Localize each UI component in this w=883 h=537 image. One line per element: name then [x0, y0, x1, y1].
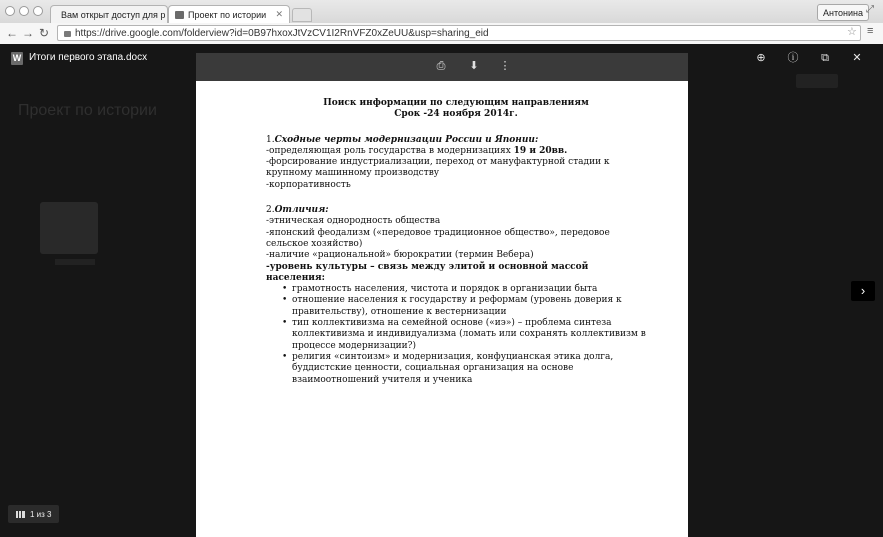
close-icon[interactable]: ✕	[852, 52, 862, 64]
fullscreen-icon[interactable]: ⤢	[866, 4, 874, 15]
section-1-line-bold: 19 и 20вв.	[513, 145, 568, 156]
section-1-title-text: Сходные черты модернизации России и Японии:	[274, 134, 539, 145]
bookmark-star-icon[interactable]: ☆	[847, 26, 857, 38]
browser-tab-gmail[interactable]	[50, 5, 168, 23]
folder-thumbnail-label	[55, 259, 95, 265]
download-icon[interactable]: ⬇	[469, 60, 479, 72]
grid-icon	[16, 511, 25, 518]
window-minimize-button[interactable]	[19, 6, 29, 16]
document-content	[266, 98, 646, 386]
section-2-title-text: Отличия:	[274, 205, 329, 216]
lock-icon	[64, 31, 71, 37]
section-1-line	[266, 146, 646, 157]
list-item: • грамотность населения, чистота и порядок в организации быта	[292, 284, 646, 295]
list-item: • религия «синтоизм» и модернизация, конфуцианская этика долга, буддистские ценности, социальная организация на основе взаимоотношений учителя и ученика	[292, 352, 646, 386]
browser-toolbar	[0, 23, 883, 45]
section-1-line-text: -определяющая роль государства в модернизациях	[266, 145, 514, 156]
section-2-line: -этническая однородность общества	[266, 216, 441, 227]
doc-deadline: Срок -24 ноября 2014г.	[394, 109, 518, 120]
browser-tab-bar	[0, 0, 883, 24]
url-text: https://drive.google.com/folderview?id=0B97hxoxJtVzCV1I2RnVFZ0xZeUU&usp=sharing_eid	[75, 27, 489, 39]
word-doc-icon: W	[12, 53, 22, 63]
section-2-title	[266, 205, 646, 216]
window-zoom-button[interactable]	[33, 6, 43, 16]
info-icon[interactable]: ⓘ	[787, 52, 799, 64]
list-item: • тип коллективизма на семейной основе («иэ») – проблема синтеза коллективизма и индивидуализма (ломать или сохранять коллективизм в процессе модернизации?)	[292, 318, 646, 352]
page-toolbar	[196, 53, 688, 81]
background-button	[796, 74, 838, 88]
drive-file-viewer	[0, 44, 883, 537]
back-icon[interactable]: ←	[6, 26, 18, 40]
next-file-button[interactable]	[851, 281, 875, 301]
window-close-button[interactable]	[5, 6, 15, 16]
document-page	[196, 53, 688, 537]
bullet-list	[266, 284, 646, 386]
section-2-line: -японский феодализм («передовое традиционное общество», передовое сельское хозяйство)	[266, 227, 610, 249]
doc-heading: Поиск информации по следующим направлениям	[323, 98, 589, 108]
print-icon[interactable]: ⎙	[436, 60, 446, 72]
drive-folder-icon	[175, 11, 184, 19]
next-icon: ›	[860, 283, 866, 298]
section-2-line: -наличие «рациональной» бюрократии (термин Вебера)	[266, 250, 534, 261]
folder-title: Проект по истории	[18, 102, 157, 119]
section-1-number: 1.	[266, 134, 275, 145]
browser-tab-drive[interactable]	[168, 5, 290, 23]
file-title: Итоги первого этапа.docx	[29, 52, 148, 63]
folder-thumbnail	[40, 202, 98, 254]
section-2-number: 2.	[266, 205, 275, 216]
tab-label: Проект по истории	[188, 9, 267, 20]
section-1-title	[266, 135, 646, 146]
section-1-line: -форсирование индустриализации, переход от мануфактурной стадии к крупному машинному производству	[266, 157, 610, 179]
zoom-icon[interactable]: ⊕	[756, 52, 766, 64]
section-2-line: -уровень культуры – связь между элитой и основной массой населения:	[266, 261, 589, 283]
close-tab-icon[interactable]: ✕	[275, 9, 283, 19]
page-indicator[interactable]	[8, 505, 59, 523]
menu-icon[interactable]: ≡	[867, 25, 874, 37]
section-1-line: -корпоративность	[266, 179, 351, 190]
reload-icon[interactable]: ↻	[39, 26, 50, 40]
open-in-new-icon[interactable]: ⧉	[821, 52, 829, 64]
forward-icon[interactable]: →	[22, 26, 34, 40]
page-indicator-text: 1 из 3	[30, 509, 52, 519]
address-bar[interactable]	[57, 25, 861, 41]
new-tab-button[interactable]	[292, 8, 312, 22]
tab-label: Вам открыт доступ для р	[61, 9, 166, 20]
more-icon[interactable]: ⋮	[499, 60, 511, 72]
profile-button[interactable]: Антонина	[817, 4, 869, 21]
list-item: • отношение населения к государству и реформам (уровень доверия к правительству), отношение к вестернизации	[292, 295, 646, 318]
